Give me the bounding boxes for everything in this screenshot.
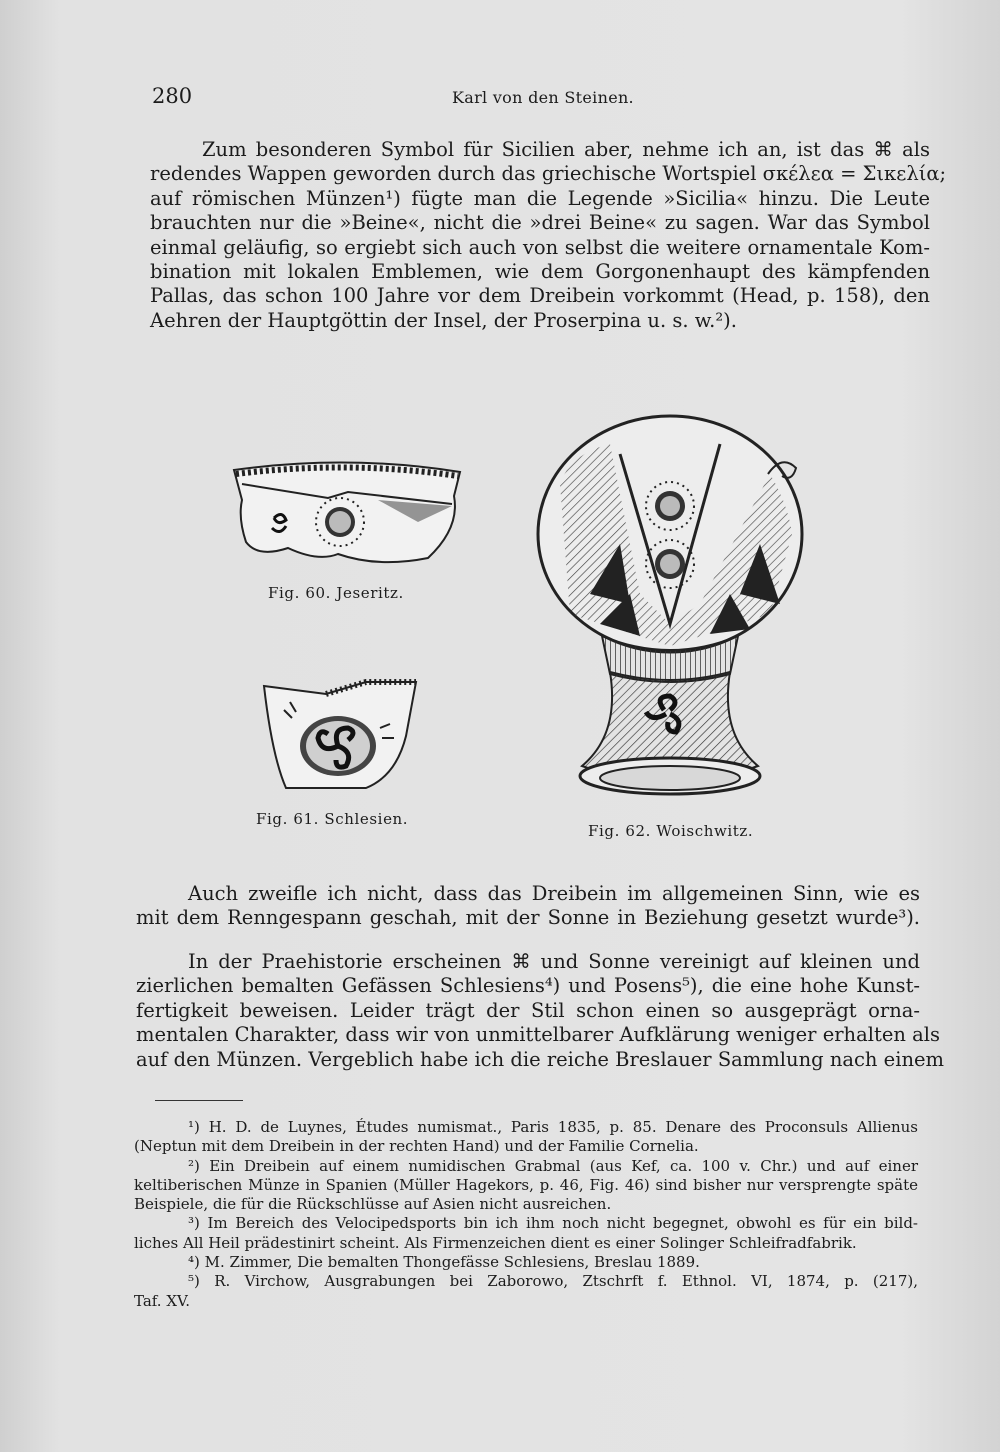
fig-62-vessel-illustration — [530, 414, 810, 834]
fig-61-shard-illustration — [256, 676, 426, 796]
text-line: Auch zweifle ich nicht, dass das Dreibein im allgemeinen Sinn, wie es — [188, 882, 920, 905]
text-line: In der Praehistorie erscheinen ⌘ und Sonne vereinigt auf kleinen und — [188, 950, 920, 973]
text-line: mit dem Renngespann geschah, mit der Sonne in Beziehung gesetzt wurde³). — [136, 906, 920, 930]
fig-60-shard-illustration — [228, 458, 468, 578]
paragraph-2 — [136, 882, 920, 931]
text-line: mentalen Charakter, dass wir von unmittelbarer Aufklärung weniger erhalten als — [136, 1023, 940, 1047]
text-line: zierlichen bemalten Gefässen Schlesiens⁴) und Posens⁵), die eine hohe Kunst- — [136, 974, 920, 998]
text-line: bination mit lokalen Emblemen, wie dem Gorgonenhaupt des kämpfenden — [150, 260, 930, 284]
footnote-line: keltiberischen Münze in Spanien (Müller Hagekors, p. 46, Fig. 46) sind bisher nur versprengte späte — [134, 1175, 918, 1194]
text-line: auf den Münzen. Vergeblich habe ich die reiche Breslauer Sammlung nach einem — [136, 1047, 945, 1071]
page-number: 280 — [152, 84, 193, 108]
running-head: Karl von den Steinen. — [452, 88, 634, 107]
text-line: fertigkeit beweisen. Leider trägt der Stil schon einen so ausgeprägt orna- — [136, 998, 920, 1022]
fig-60-caption: Fig. 60. Jeseritz. — [268, 584, 404, 602]
fig-61-caption: Fig. 61. Schlesien. — [256, 810, 409, 828]
paragraph-1 — [150, 138, 947, 333]
footnotes — [134, 1118, 918, 1311]
text-line: einmal geläufig, so ergiebt sich auch von selbst die weitere ornamentale Kom- — [150, 235, 930, 259]
footnote-line: Taf. XV. — [134, 1291, 190, 1310]
footnote-line: Beispiele, die für die Rückschlüsse auf Asien nicht ausreichen. — [134, 1195, 612, 1214]
text-line: redendes Wappen geworden durch das griechische Wortspiel σκέλεα = Σικελία; — [150, 162, 947, 186]
text-line: Pallas, das schon 100 Jahre vor dem Dreibein vorkommt (Head, p. 158), den — [150, 284, 930, 308]
footnote-line: ⁴) M. Zimmer, Die bemalten Thongefässe Schlesiens, Breslau 1889. — [188, 1253, 700, 1272]
paragraph-3 — [136, 950, 945, 1072]
footnote-line: liches All Heil prädestinirt scheint. Als Firmenzeichen dient es einer Solinger Schleifradfabrik. — [134, 1233, 857, 1252]
footnote-line: ¹) H. D. de Luynes, Études numismat., Paris 1835, p. 85. Denare des Proconsuls Allienus — [188, 1118, 918, 1136]
text-line: auf römischen Münzen¹) fügte man die Legende »Sicilia« hinzu. Die Leute — [150, 186, 930, 210]
text-line: Zum besonderen Symbol für Sicilien aber, nehme ich an, ist das ⌘ als — [202, 138, 930, 161]
text-line: Aehren der Hauptgöttin der Insel, der Proserpina u. s. w.²). — [150, 308, 737, 332]
footnote-divider — [155, 1100, 243, 1101]
text-line: brauchten nur die »Beine«, nicht die »drei Beine« zu sagen. War das Symbol — [150, 211, 930, 235]
fig-62-caption: Fig. 62. Woischwitz. — [588, 822, 754, 840]
footnote-line: (Neptun mit dem Dreibein in der rechten Hand) und der Familie Cornelia. — [134, 1137, 699, 1156]
footnote-line: ⁵) R. Virchow, Ausgrabungen bei Zaborowo, Ztschrft f. Ethnol. VI, 1874, p. (217), — [188, 1272, 918, 1291]
footnote-line: ³) Im Bereich des Velocipedsports bin ich ihm noch nicht begegnet, obwohl es für ein bild- — [188, 1214, 918, 1233]
footnote-line: ²) Ein Dreibein auf einem numidischen Grabmal (aus Kef, ca. 100 v. Chr.) und auf einer — [188, 1156, 918, 1175]
